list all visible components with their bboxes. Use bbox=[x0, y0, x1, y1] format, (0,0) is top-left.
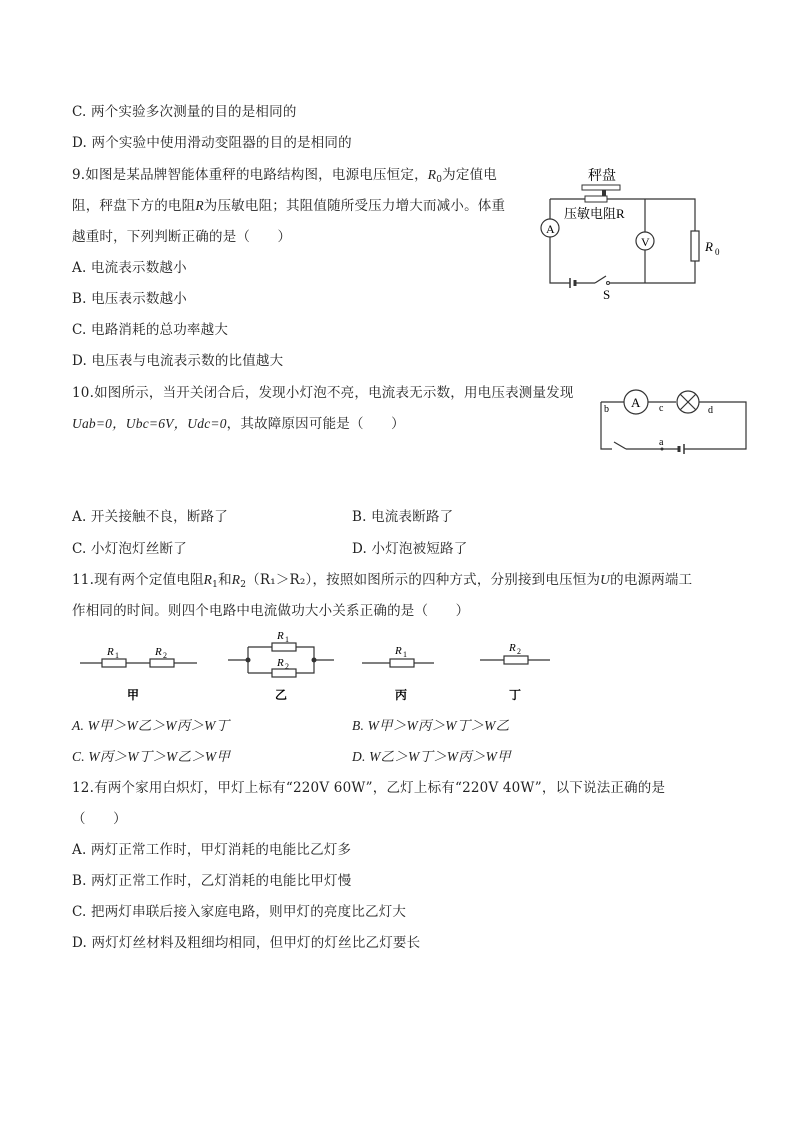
q12-stem-line2: （ ） bbox=[72, 811, 127, 827]
q8-option-c: C. 两个实验多次测量的目的是相同的 bbox=[72, 104, 297, 120]
q8-option-d: D. 两个实验中使用滑动变阻器的目的是相同的 bbox=[72, 135, 352, 151]
circuit-yi bbox=[228, 630, 334, 702]
svg-text:丙: 丙 bbox=[395, 688, 408, 702]
svg-text:1: 1 bbox=[285, 635, 289, 644]
svg-text:a: a bbox=[659, 437, 664, 448]
svg-text:R: R bbox=[107, 646, 114, 658]
circuit-bing bbox=[362, 645, 434, 702]
four-resistor-circuits bbox=[72, 625, 562, 705]
q11-option-a: A. W甲＞W乙＞W丙＞W丁 bbox=[72, 718, 230, 733]
q10-option-a: A. 开关接触不良，断路了 bbox=[72, 509, 228, 525]
scale-pan bbox=[582, 185, 620, 190]
svg-text:R: R bbox=[155, 646, 162, 658]
scale-circuit-diagram bbox=[540, 166, 730, 301]
q10-option-b: B. 电流表断路了 bbox=[352, 509, 454, 525]
svg-text:R: R bbox=[277, 630, 284, 642]
svg-text:乙: 乙 bbox=[275, 688, 288, 702]
q12-stem-line1: 12.有两个家用白炽灯，甲灯上标有“220V 60W”，乙灯上标有“220V 40W”，以下说法正确的是 bbox=[72, 780, 666, 796]
lamp-circuit-diagram bbox=[596, 385, 756, 457]
q12-option-c: C. 把两灯串联后接入家庭电路，则甲灯的亮度比乙灯大 bbox=[72, 904, 407, 920]
svg-text:R: R bbox=[705, 239, 713, 254]
svg-text:1: 1 bbox=[403, 650, 407, 659]
q9-stem-line1: 9.如图是某品牌智能体重秤的电路结构图，电源电压恒定，$R_0$为定值电 bbox=[72, 167, 497, 185]
svg-text:2: 2 bbox=[517, 647, 521, 656]
svg-text:c: c bbox=[659, 403, 664, 414]
svg-text:b: b bbox=[604, 404, 609, 415]
svg-text:丁: 丁 bbox=[509, 688, 522, 702]
svg-text:R: R bbox=[277, 657, 284, 669]
svg-text:甲: 甲 bbox=[127, 688, 140, 702]
svg-text:V: V bbox=[641, 235, 650, 249]
svg-text:R: R bbox=[509, 642, 516, 654]
pressure-resistor bbox=[585, 196, 607, 202]
svg-text:2: 2 bbox=[163, 651, 167, 660]
q11-stem-line2: 作相同的时间。则四个电路中电流做功大小关系正确的是（ ） bbox=[72, 603, 470, 619]
q10-stem-line2: Uab=0，Ubc=6V，Udc=0，其故障原因可能是（ ） bbox=[72, 416, 405, 432]
svg-text:0: 0 bbox=[715, 247, 720, 257]
circuit-jia bbox=[80, 646, 197, 702]
q9-option-a: A. 电流表示数越小 bbox=[72, 260, 187, 276]
circuit-ding bbox=[480, 642, 550, 702]
q12-option-d: D. 两灯灯丝材料及粗细均相同，但甲灯的灯丝比乙灯要长 bbox=[72, 935, 421, 951]
q10-option-c: C. 小灯泡灯丝断了 bbox=[72, 541, 187, 557]
q9-option-d: D. 电压表与电流表示数的比值越大 bbox=[72, 353, 284, 369]
switch-label: S bbox=[603, 287, 611, 301]
svg-text:2: 2 bbox=[285, 662, 289, 671]
q12-option-a: A. 两灯正常工作时，甲灯消耗的电能比乙灯多 bbox=[72, 842, 352, 858]
q12-option-b: B. 两灯正常工作时，乙灯消耗的电能比甲灯慢 bbox=[72, 873, 352, 889]
fixed-resistor-r0 bbox=[691, 231, 699, 261]
svg-text:R: R bbox=[395, 645, 402, 657]
q11-option-c: C. W丙＞W丁＞W乙＞W甲 bbox=[72, 749, 231, 764]
q9-option-c: C. 电路消耗的总功率越大 bbox=[72, 322, 229, 338]
pan-label: 秤盘 bbox=[588, 169, 616, 184]
svg-text:A: A bbox=[631, 395, 641, 410]
q9-stem-line2: 阻，秤盘下方的电阻R为压敏电阻；其阻值随所受压力增大而减小。体重 bbox=[72, 198, 506, 214]
pan-support bbox=[602, 190, 606, 196]
q11-stem-line1: 11.现有两个定值电阻$R_1$和$R_2(R_1>R_2)$，按照如图所示的四种方式，分别接到电压恒为U的电源两端工 bbox=[72, 572, 693, 590]
q10-stem-line1: 10.如图所示，当开关闭合后，发现小灯泡不亮，电流表无示数，用电压表测量发现 bbox=[72, 385, 574, 401]
q9-option-b: B. 电压表示数越小 bbox=[72, 291, 188, 307]
q11-option-d: D. W乙＞W丁＞W丙＞W甲 bbox=[352, 749, 511, 764]
q9-stem-line3: 越重时，下列判断正确的是（ ） bbox=[72, 229, 292, 245]
sensor-label: 压敏电阻R bbox=[564, 206, 625, 221]
q10-option-d: D. 小灯泡被短路了 bbox=[352, 541, 468, 557]
svg-text:d: d bbox=[708, 405, 713, 416]
svg-text:A: A bbox=[546, 222, 555, 236]
q11-option-b: B. W甲＞W丙＞W丁＞W乙 bbox=[352, 718, 510, 733]
svg-text:1: 1 bbox=[115, 651, 119, 660]
